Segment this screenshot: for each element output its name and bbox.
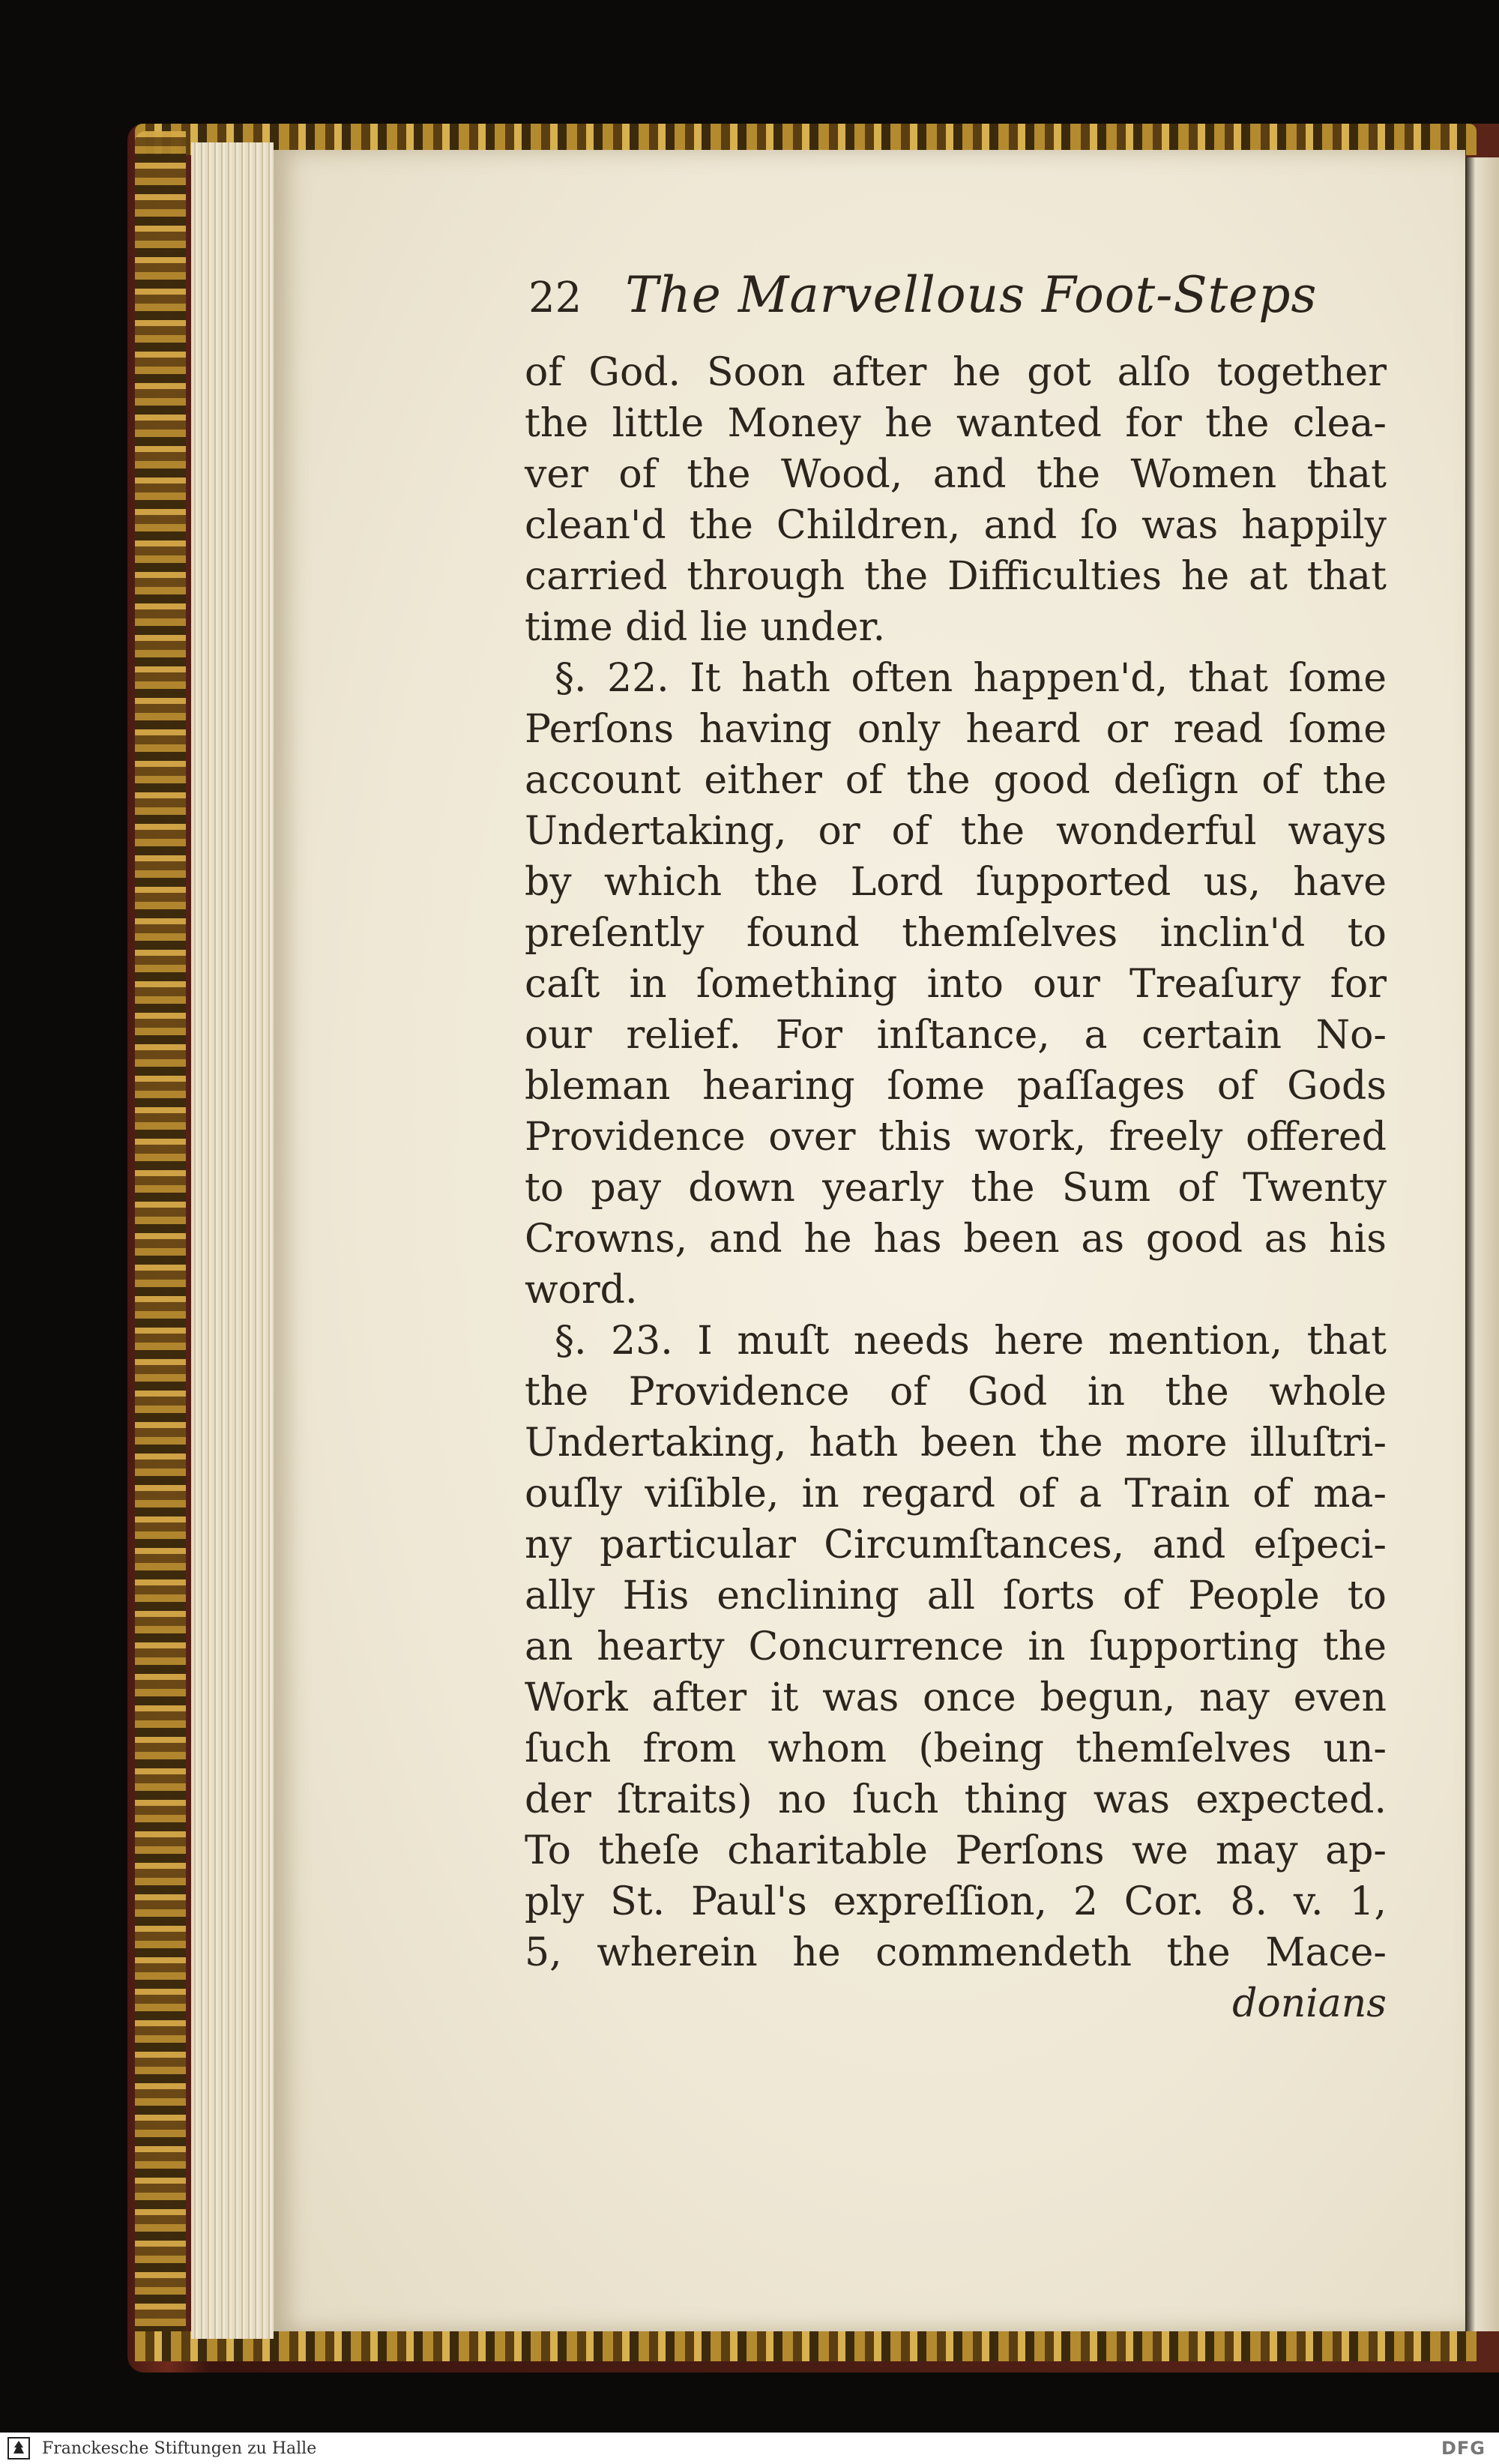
text-line: carried through the Difficulties he at that [525, 554, 1387, 599]
text-line: ſuch from whom (being themſelves un- [525, 1726, 1387, 1771]
text-line: ply St. Paul's expreſſion, 2 Cor. 8. v. 1, [525, 1879, 1387, 1924]
text-line: Work after it was once begun, nay even [525, 1675, 1387, 1720]
text-line: caſt in ſomething into our Treaſury for [525, 962, 1387, 1007]
text-line: of God. Soon after he got alſo together [525, 350, 1387, 395]
text-line: §. 23. I muſt needs here mention, that [555, 1319, 1387, 1364]
text-line: the little Money he wanted for the clea- [525, 401, 1387, 446]
text-line: To theſe charitable Perſons we may ap- [525, 1828, 1387, 1873]
text-line: to pay down yearly the Sum of Twenty [525, 1166, 1387, 1211]
text-line: clean'd the Children, and ſo was happily [525, 503, 1387, 548]
footer-bar [0, 2433, 1499, 2464]
text-line: ver of the Wood, and the Women that [525, 452, 1387, 497]
text-line: Undertaking, hath been the more illuſtri- [525, 1421, 1387, 1466]
footer-left[interactable] [0, 2436, 316, 2461]
running-title: The Marvellous Foot-Steps [625, 266, 1318, 324]
text-line: word. [525, 1268, 638, 1313]
text-line: 5, wherein he commendeth the Mace- [525, 1930, 1387, 1975]
text-line: §. 22. It hath often happen'd, that ſome [555, 656, 1387, 701]
text-line: Undertaking, or of the wonderful ways [525, 809, 1387, 854]
text-line: by which the Lord ſupported us, have [525, 860, 1387, 905]
page-edges [191, 142, 274, 2339]
institution-name[interactable]: Franckesche Stiftungen zu Halle [42, 2439, 317, 2458]
text-line: Providence over this work, freely offered [525, 1115, 1387, 1160]
text-line: Perſons having only heard or read ſome [525, 707, 1387, 752]
gilt-border-bottom [135, 2331, 1477, 2361]
text-line: account either of the good deſign of the [525, 758, 1387, 803]
facing-page-edge [1465, 157, 1499, 2331]
text-line: preſently found themſelves inclin'd to [525, 911, 1387, 956]
text-line: ally His enclining all ſorts of People to [525, 1573, 1387, 1618]
text-line: time did lie under. [525, 605, 886, 650]
text-line: ny particular Circumſtances, and eſpeci- [525, 1522, 1387, 1567]
running-head [528, 266, 1390, 334]
text-line: der ſtraits) no ſuch thing was expected. [525, 1777, 1387, 1822]
text-line: our relief. For inſtance, a certain No- [525, 1013, 1387, 1058]
text-line: an hearty Concurrence in ſupporting the [525, 1624, 1387, 1669]
dfg-logo[interactable]: DFG [1441, 2438, 1486, 2459]
body-text [525, 347, 1387, 2029]
text-line: Crowns, and he has been as good as his [525, 1217, 1387, 1262]
institution-logo-icon[interactable] [6, 2436, 31, 2461]
page-number: 22 [528, 274, 582, 322]
text-line: ouſly viſible, in regard of a Train of ma- [525, 1472, 1387, 1516]
text-line: the Providence of God in the whole [525, 1370, 1387, 1415]
text-line: bleman hearing ſome paſſages of Gods [525, 1064, 1387, 1109]
gilt-border-left [135, 131, 186, 2358]
catchword: donians [1232, 1981, 1387, 2026]
